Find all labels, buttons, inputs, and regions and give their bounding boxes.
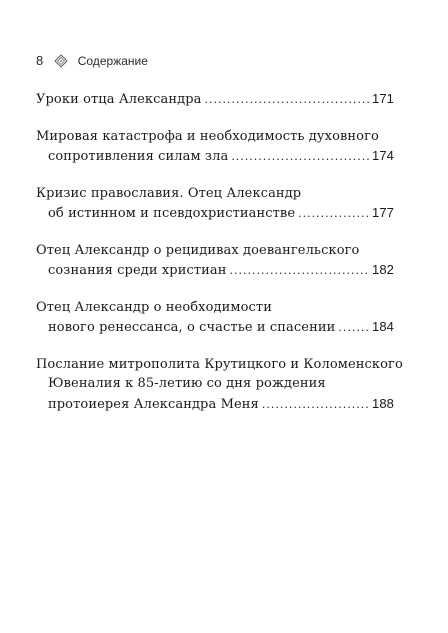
toc-entry-title-line: Ювеналия к 85-летию со дня рождения <box>48 376 326 391</box>
section-title: Содержание <box>77 53 148 68</box>
toc-page-number: 182 <box>372 262 394 277</box>
toc-page-number: 177 <box>372 205 394 220</box>
dot-leader <box>298 208 369 219</box>
toc-page-number: 184 <box>372 319 394 334</box>
dot-leader <box>262 399 369 410</box>
toc-entry-title-line: Послание митрополита Крутицкого и Коломенского <box>36 356 403 372</box>
toc-entry <box>36 184 394 224</box>
toc-entry-title-line: нового ренессанса, о счастье и спасении <box>48 320 336 335</box>
toc-entry-title-line: Мировая катастрофа и необходимость духовного <box>36 128 379 144</box>
page-number: 8 <box>36 53 44 68</box>
toc-entry-last-line <box>36 394 394 415</box>
toc-entry-last-line <box>36 317 394 338</box>
toc-entry-title-line: Отец Александр о рецидивах доевангельского <box>36 242 360 258</box>
toc-page-number: 171 <box>372 91 394 106</box>
toc-entry <box>36 127 394 167</box>
dot-leader <box>338 322 369 333</box>
toc-entry-last-line <box>36 146 394 167</box>
toc-entry <box>36 298 394 338</box>
toc-entry-title-line: Отец Александр о необходимости <box>36 299 272 315</box>
running-header <box>36 53 148 68</box>
toc-entry-last-line <box>36 89 394 110</box>
toc-entry-title-line: Кризис православия. Отец Александр <box>36 185 302 201</box>
table-of-contents <box>36 89 403 431</box>
toc-page-number: 174 <box>372 148 394 163</box>
dot-leader <box>205 94 369 105</box>
toc-entry <box>36 241 394 281</box>
toc-entry-last-line <box>36 203 394 224</box>
toc-entry <box>36 355 403 415</box>
dot-leader <box>230 265 369 276</box>
toc-page-number: 188 <box>372 395 394 411</box>
diamond-flourish-icon <box>54 54 68 68</box>
toc-entry-title-line: сознания среди христиан <box>48 263 227 278</box>
toc-entry-last-line <box>36 260 394 281</box>
toc-entry-title-line: об истинном и псевдохристианстве <box>48 206 296 221</box>
toc-entry <box>36 89 394 110</box>
toc-entry-title-line: протоиерея Александра Меня <box>48 396 259 412</box>
dot-leader <box>231 151 369 162</box>
toc-entry-title-line: Уроки отца Александра <box>36 92 202 107</box>
toc-entry-title-line: сопротивления силам зла <box>48 149 229 164</box>
